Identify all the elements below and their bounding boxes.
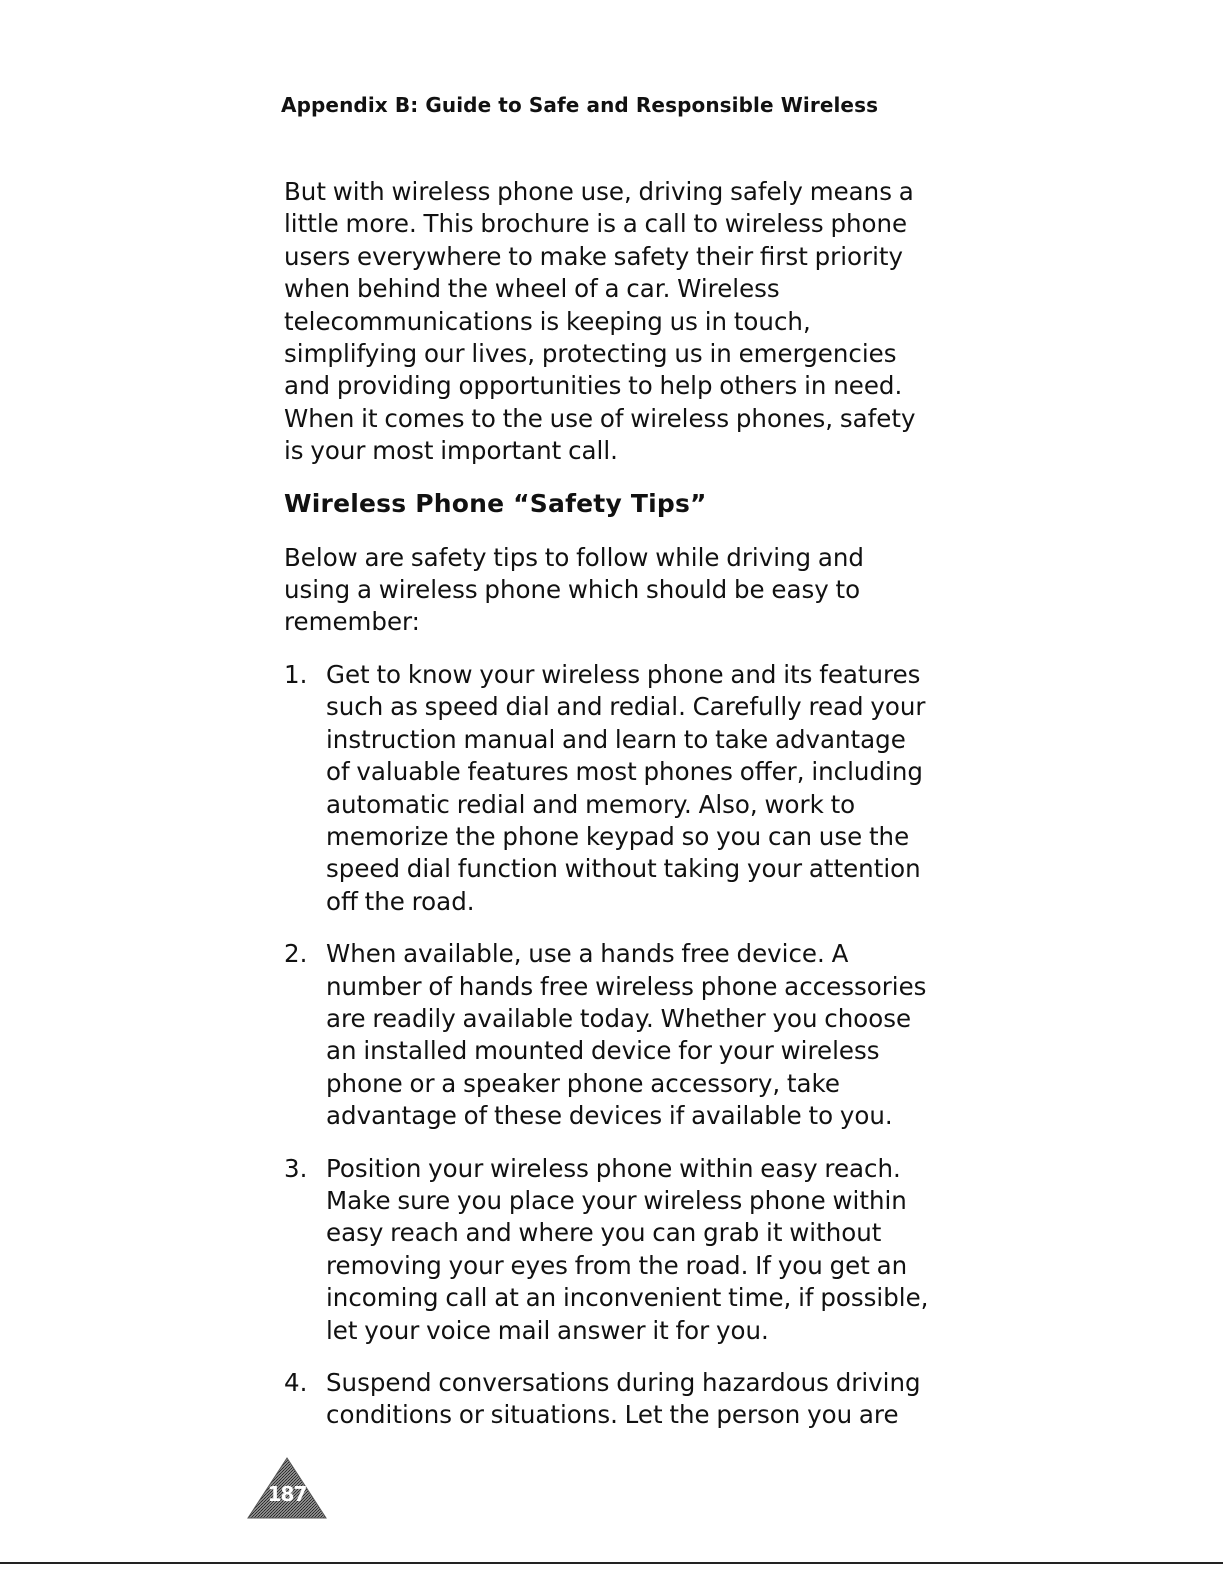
list-item-number: 3. xyxy=(284,1153,308,1183)
list-item xyxy=(284,938,934,1132)
list-item-text: When available, use a hands free device. A number of hands free wireless phone accessories are readily available today. Whether you choose an installed mounted device for your wireless phone or a speaker phone accessory, take advantage of these devices if available to you. xyxy=(326,939,927,1131)
page-body xyxy=(284,176,934,1452)
section-heading: Wireless Phone “Safety Tips” xyxy=(284,488,707,518)
list-item-text: Position your wireless phone within easy reach. Make sure you place your wireless phone within easy reach and where you can grab it without removing your eyes from the road. If you get an incoming call at an inconvenient time, if possible, let your voice mail answer it for you. xyxy=(326,1153,929,1345)
list-item-number: 1. xyxy=(284,659,308,689)
tips-intro-paragraph: Below are safety tips to follow while driving and using a wireless phone which should be easy to remember: xyxy=(284,542,864,637)
list-item-number: 2. xyxy=(284,939,308,969)
page-number-badge xyxy=(246,1456,328,1520)
safety-tips-list xyxy=(284,659,934,1432)
intro-paragraph: But with wireless phone use, driving safely means a little more. This brochure is a call to wireless phone users everywhere to make safety their first priority when behind the wheel of a car. Wireless telecommunications is keeping us in touch, simplifying our lives, protecting us in emergencies and providing opportunities to help others in need. When it comes to the use of wireless phones, safety is your most important call. xyxy=(284,177,916,466)
list-item-text: Suspend conversations during hazardous driving conditions or situations. Let the person you are xyxy=(326,1368,921,1430)
running-header: Appendix B: Guide to Safe and Responsible Wireless xyxy=(281,93,879,117)
list-item xyxy=(284,659,934,918)
list-item-number: 4. xyxy=(284,1368,308,1397)
page-number: 187 xyxy=(267,1482,307,1506)
list-item-text: Get to know your wireless phone and its features such as speed dial and redial. Carefully read your instruction manual and learn to take advantage of valuable features most phones offer, including automatic redial and memory. Also, work to memorize the phone keypad so you can use the speed dial function without taking your attention off the road. xyxy=(326,659,926,916)
bottom-rule xyxy=(0,1562,1223,1564)
list-item xyxy=(284,1367,934,1432)
list-item xyxy=(284,1153,934,1347)
